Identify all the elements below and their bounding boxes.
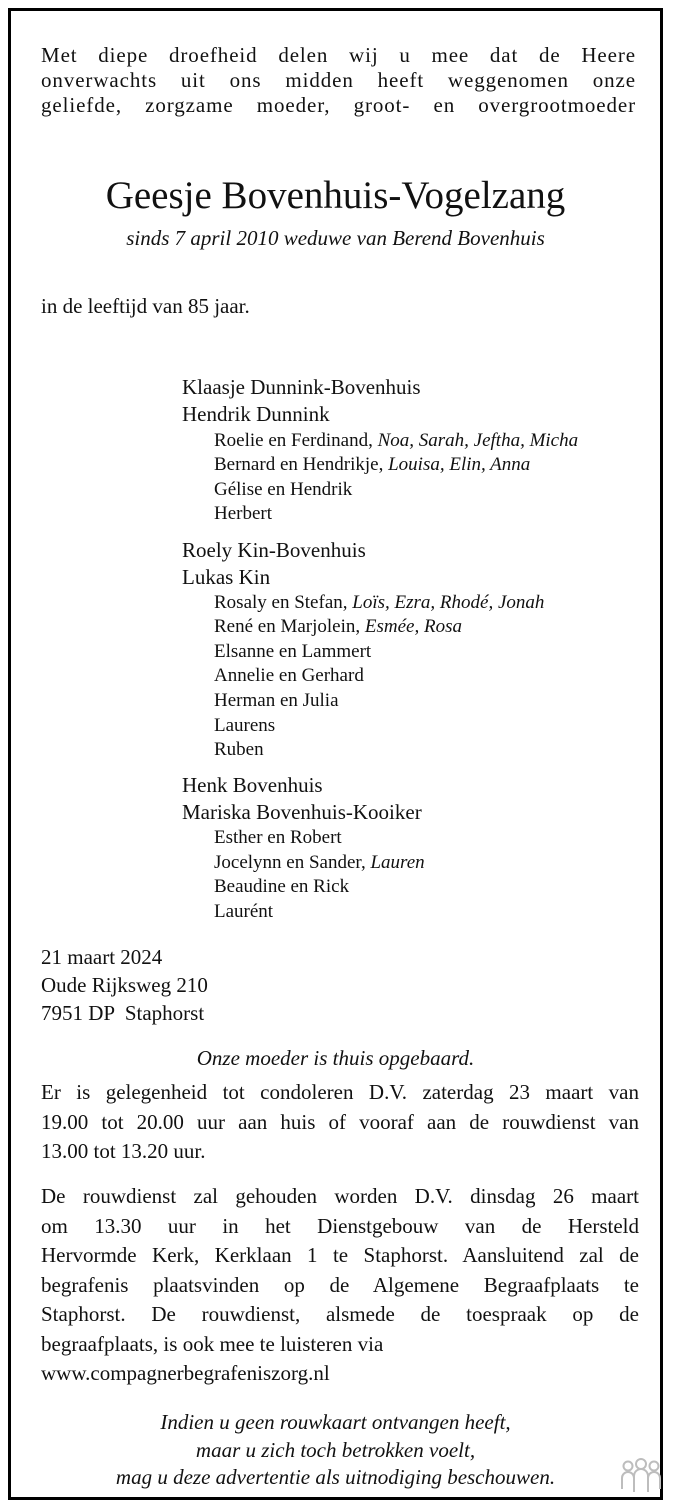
family-parent: Mariska Bovenhuis-Kooiker: [182, 800, 422, 824]
age-line: in de leeftijd van 85 jaar.: [41, 294, 250, 318]
family-child: [214, 900, 273, 924]
family-child: [214, 615, 462, 639]
family-parent: Henk Bovenhuis: [182, 773, 323, 797]
grandchildren: Noa, Sarah, Jeftha, Micha: [377, 430, 579, 451]
intro-line: Met diepe droefheid delen wij u mee dat de Heere: [41, 43, 636, 67]
family-child: [214, 664, 364, 688]
intro-line: onverwachts uit ons midden heeft weggenomen onze: [41, 68, 636, 92]
child-names: Beaudine en Rick: [214, 876, 350, 897]
paragraph-line: begraafplaats, is ook mee te luisteren via: [41, 1331, 384, 1356]
paragraph-line: Staphorst. De rouwdienst, alsmede de toespraak op de: [41, 1302, 639, 1326]
child-names: Roelie en Ferdinand,: [214, 430, 373, 451]
family-child: [214, 738, 264, 762]
date-line: 21 maart 2024: [41, 945, 163, 969]
paragraph-line: Er is gelegenheid tot condoleren D.V. zaterdag 23 maart van: [41, 1080, 639, 1104]
family-child: [214, 826, 342, 850]
grandchildren: Loïs, Ezra, Rhodé, Jonah: [352, 592, 545, 613]
family-child: [214, 851, 425, 875]
child-names: René en Marjolein,: [214, 616, 361, 637]
family-child: [214, 478, 352, 502]
deceased-name: Geesje Bovenhuis-Vogelzang: [105, 174, 566, 217]
widow-subtitle: sinds 7 april 2010 weduwe van Berend Bovenhuis: [126, 226, 545, 250]
intro-line: geliefde, zorgzame moeder, groot- en overgrootmoeder: [41, 93, 636, 117]
child-names: Laurént: [214, 901, 274, 922]
family-child: [214, 453, 530, 477]
child-names: Ruben: [214, 739, 264, 760]
paragraph-line: De rouwdienst zal gehouden worden D.V. dinsdag 26 maart: [41, 1184, 639, 1208]
paragraph-line: om 13.30 uur in het Dienstgebouw van de Hersteld: [41, 1213, 639, 1238]
family-parent: Lukas Kin: [182, 565, 271, 589]
city-line: 7951 DP Staphorst: [41, 1001, 205, 1025]
grandchildren: Esmée, Rosa: [364, 616, 462, 637]
closing-line: mag u deze advertentie als uitnodiging beschouwen.: [115, 1465, 556, 1489]
intro-text: [41, 43, 636, 118]
paragraph-line: 13.00 tot 13.20 uur.: [41, 1139, 206, 1163]
child-names: Herman en Julia: [214, 690, 339, 711]
family-child: [214, 714, 275, 738]
opgebaard-line: Onze moeder is thuis opgebaard.: [196, 1046, 475, 1070]
grandchildren: Lauren: [370, 852, 425, 873]
family-child: [214, 875, 349, 899]
family-child: [214, 429, 578, 453]
child-names: Laurens: [214, 715, 276, 736]
grandchildren: Louisa, Elin, Anna: [388, 454, 531, 475]
family-parent: Roely Kin-Bovenhuis: [182, 538, 366, 562]
paragraph-line: begrafenis plaatsvinden op de Algemene Begraafplaats te: [41, 1272, 639, 1297]
condoleren-paragraph: [41, 1078, 639, 1167]
family-parent: Hendrik Dunnink: [182, 402, 330, 426]
people-group-icon: [619, 1456, 663, 1500]
website-line: www.compagnerbegrafeniszorg.nl: [41, 1361, 330, 1385]
closing-note: [11, 1409, 660, 1492]
rouwdienst-paragraph: [41, 1182, 639, 1389]
child-names: Elsanne en Lammert: [214, 641, 372, 662]
family-parent: Klaasje Dunnink-Bovenhuis: [182, 375, 421, 399]
family-child: [214, 502, 272, 526]
child-names: Gélise en Hendrik: [214, 479, 353, 500]
child-names: Esther en Robert: [214, 827, 342, 848]
paragraph-line: 19.00 tot 20.00 uur aan huis of vooraf aan de rouwdienst van: [41, 1109, 639, 1134]
child-names: Herbert: [214, 503, 273, 524]
family-child: [214, 689, 339, 713]
family-child: [214, 640, 371, 664]
street-line: Oude Rijksweg 210: [41, 973, 208, 997]
child-names: Jocelynn en Sander,: [214, 852, 366, 873]
family-child: [214, 591, 544, 615]
closing-line: Indien u geen rouwkaart ontvangen heeft,: [160, 1410, 511, 1434]
announcement-card: [8, 8, 663, 1500]
child-names: Rosaly en Stefan,: [214, 592, 348, 613]
paragraph-line: Hervormde Kerk, Kerklaan 1 te Staphorst. Aansluitend zal de: [41, 1243, 639, 1267]
closing-line: maar u zich toch betrokken voelt,: [195, 1437, 476, 1462]
child-names: Bernard en Hendrikje,: [214, 454, 384, 475]
child-names: Annelie en Gerhard: [214, 665, 364, 686]
